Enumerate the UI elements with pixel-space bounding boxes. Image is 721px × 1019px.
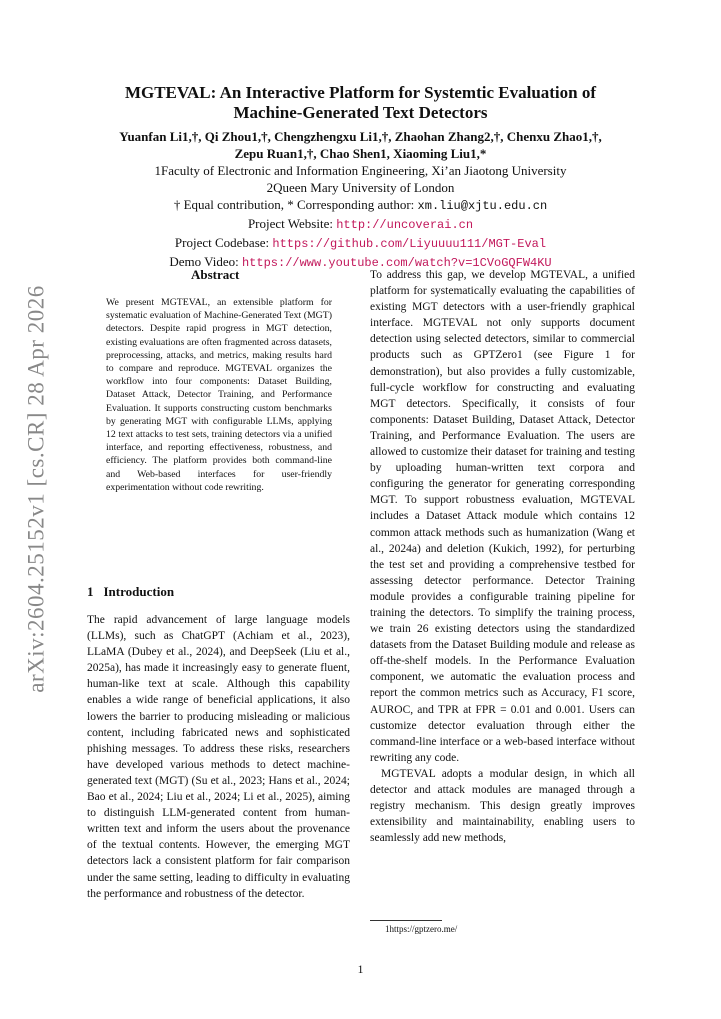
affiliations [0,162,721,272]
abstract-heading: Abstract [191,267,240,282]
author-list [0,128,721,162]
intro-left-column: The rapid advancement of large language models (LLMs), such as ChatGPT (Achiam et al., 2023), LLaMA (Dubey et al., 2024), and DeepSeek (Liu et al., 2025a), has made it increasingly easy to generate fluent, human-like text at scale. Although this capability enables a wide range of beneficial applications, it also lowers the barrier to producing misleading or malicious content, including fabricated news and sophisticated phishing messages. To address these risks, researchers have developed various methods to detect machine-generated text (MGT) (Su et al., 2023; Hans et al., 2024; Bao et al., 2024; Liu et al., 2024; Li et al., 2025), aiming to distinguish LLM-generated content from human-written text and inform the users about the provenance of the textual contents. However, the emerging MGT detectors lack a consistent platform for fair comparison under the same setting, leading to difficulty in evaluating the performance and robustness of the detector. [87,614,350,900]
section-heading [87,584,174,600]
right-paragraph-2: MGTEVAL adopts a modular design, in which all detector and attack modules are managed through a registry mechanism. This design greatly improves extensibility and maintainability, enabling users to seamlessly add new methods, [370,767,635,845]
authors-line-1: Yuanfan Li1,†, Qi Zhou1,†, Chengzhengxu Li1,†, Zhaohan Zhang2,†, Chenxu Zhao1,†, [119,129,602,144]
contribution-note [0,196,721,215]
website-link[interactable]: http://uncoverai.cn [336,218,474,232]
right-paragraph-1: To address this gap, we develop MGTEVAL, a unified platform for systematically evaluating the capabilities of existing MGT detectors with a user-friendly graphical interface. MGTEVAL not only supports document detection using selected detectors, similar to commercial products such as GPTZero1 (see Figure 1 for demonstration), but also provides a fully customizable, full-cycle workflow for constructing and evaluating MGT detectors. Specifically, it consists of four components: Dataset Building, Dataset Attack, Detector Training, and Performance Evaluation. The users are allowed to customize their dataset for training and testing by uploading human-written text corpora and configuring the generator for generating corresponding MGT. To support robustness evaluation, MGTEVAL includes a Dataset Attack module which contains 12 common attack methods such as humanization (Wang et al., 2024a) and deletion (Kukich, 1992), for perturbing the test set and providing a comprehensive testbed for assessing detector performance. Detector Training module provides a configurable training pipeline for training the detectors. To simplify the training process, we train 26 existing detectors using the standardized datasets from the Dataset Building module and release as off-the-shelf models. In the Performance Evaluation component, we automatic the evaluation process and report the common metrics such as Accuracy, F1 score, AUROC, and TPR at FPR = 0.01 and 0.001. Users can customize detector evaluation through either the command-line interface or a web-based interface without rewriting any code. [370,269,635,764]
project-codebase [0,234,721,253]
affiliation-1: 1Faculty of Electronic and Information Engineering, Xi’an Jiaotong University [154,163,567,178]
footnote[interactable]: 1https://gptzero.me/ [385,924,458,934]
project-website [0,215,721,234]
title-line-1: MGTEVAL: An Interactive Platform for Systemtic Evaluation of [124,83,597,102]
website-label: Project Website: [247,216,337,231]
paper-title [0,83,721,123]
section-title: Introduction [103,584,175,599]
contribution-text: † Equal contribution, * Corresponding author: [173,197,418,212]
video-link[interactable]: https://www.youtube.com/watch?v=1CVoGQFW4KU [241,256,552,270]
affiliation-2: 2Queen Mary University of London [266,180,455,195]
arxiv-identifier-text: arXiv:2604.25152v1 [cs.CR] 28 Apr 2026 [24,285,50,693]
section-number: 1 [87,584,94,599]
footnote-rule [370,920,442,921]
abstract-text: We present MGTEVAL, an extensible platform for systematic evaluation of Machine-Generated Text (MGT) detectors. Despite rapid progress in MGT detection, existing evaluations are often fragmented across datasets, preprocessing, attacks, and metrics, making results hard to compare and reproduce. MGTEVAL organizes the workflow into four components: Dataset Building, Dataset Attack, Detector Training, and Performance Evaluation. It supports constructing custom benchmarks by generating MGT with configurable LLMs, applying 12 text attacks to test sets, training detectors via a unified interface, and reporting effectiveness, robustness, and efficiency. The platform provides both command-line and Web-based interfaces for user-friendly experimentation without code rewriting. [106,297,332,493]
codebase-label: Project Codebase: [174,235,273,250]
right-column [370,267,635,846]
corresponding-email[interactable]: xm.liu@xjtu.edu.cn [417,199,548,213]
page-number: 1 [357,962,364,976]
title-line-2: Machine-Generated Text Detectors [233,103,488,122]
authors-line-2: Zepu Ruan1,†, Chao Shen1, Xiaoming Liu1,* [234,146,487,161]
codebase-link[interactable]: https://github.com/Liyuuuu111/MGT-Eval [272,237,547,251]
video-label: Demo Video: [169,254,242,269]
arxiv-identifier [22,285,52,693]
